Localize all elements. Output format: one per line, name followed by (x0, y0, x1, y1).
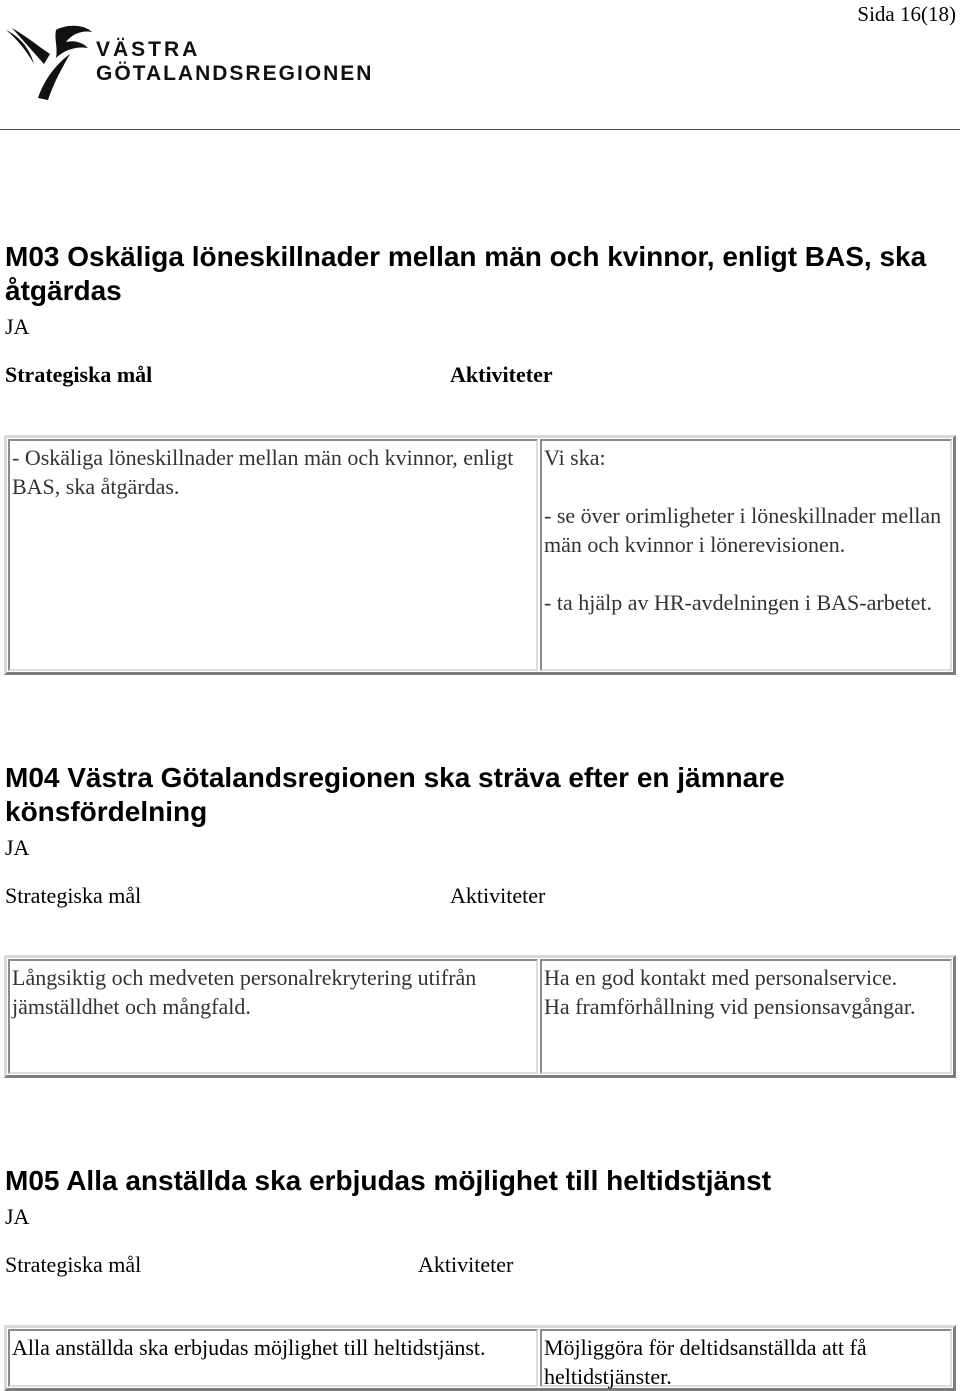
section-answer: JA (5, 1204, 30, 1229)
activity-text: Ha en god kontakt med personalservice. (544, 965, 898, 990)
table-m03 (4, 435, 956, 675)
section-m04 (0, 761, 960, 913)
table-m05 (4, 1325, 956, 1391)
page-number: Sida 16(18) (857, 2, 956, 26)
section-m05 (0, 1164, 960, 1282)
strategic-text: Alla anställda ska erbjudas möjlighet till heltidstjänst. (12, 1335, 486, 1360)
cell-activities (540, 1329, 952, 1387)
column-headers (0, 1252, 960, 1282)
activity-text: Vi ska: (544, 445, 606, 470)
section-title: M05 Alla anställda ska erbjudas möjlighet till heltidstjänst (5, 1165, 772, 1196)
header-strategic: Strategiska mål (5, 883, 142, 908)
logo-line-2: GÖTALANDSREGIONEN (96, 62, 374, 85)
activity-text: - se över orimligheter i löneskillnader mellan män och kvinnor i lönerevisionen. (544, 503, 942, 557)
header-activities: Aktiviteter (418, 1252, 514, 1277)
activity-text: - ta hjälp av HR-avdelningen i BAS-arbetet. (544, 590, 932, 615)
cell-strategic (8, 959, 538, 1074)
cell-strategic (8, 1329, 538, 1387)
strategic-text: - Oskäliga löneskillnader mellan män och kvinnor, enligt BAS, ska åtgärdas. (12, 445, 514, 499)
vgr-emblem-icon (4, 24, 94, 106)
activity-text: Möjliggöra för deltidsanställda att få heltidstjänster. (544, 1335, 867, 1389)
section-title: M03 Oskäliga löneskillnader mellan män och kvinnor, enligt BAS, ska åtgärdas (5, 241, 927, 306)
header-activities: Aktiviteter (450, 362, 553, 387)
section-answer: JA (5, 835, 30, 860)
strategic-text: Långsiktig och medveten personalrekrytering utifrån jämställdhet och mångfald. (12, 965, 477, 1019)
column-headers (0, 362, 960, 392)
activity-text: Ha framförhållning vid pensionsavgångar. (544, 994, 916, 1019)
column-headers (0, 883, 960, 913)
section-title: M04 Västra Götalandsregionen ska sträva efter en jämnare könsfördelning (5, 762, 785, 827)
cell-strategic (8, 439, 538, 671)
table-m04 (4, 955, 956, 1078)
logo-line-1: VÄSTRA (96, 38, 201, 61)
header-strategic: Strategiska mål (5, 1252, 142, 1277)
cell-activities (540, 439, 952, 671)
section-answer: JA (5, 314, 30, 339)
header-divider (0, 129, 960, 130)
header-strategic: Strategiska mål (5, 362, 153, 387)
cell-activities (540, 959, 952, 1074)
vgr-logo (4, 24, 394, 106)
header-activities: Aktiviteter (450, 883, 546, 908)
section-m03 (0, 240, 960, 392)
